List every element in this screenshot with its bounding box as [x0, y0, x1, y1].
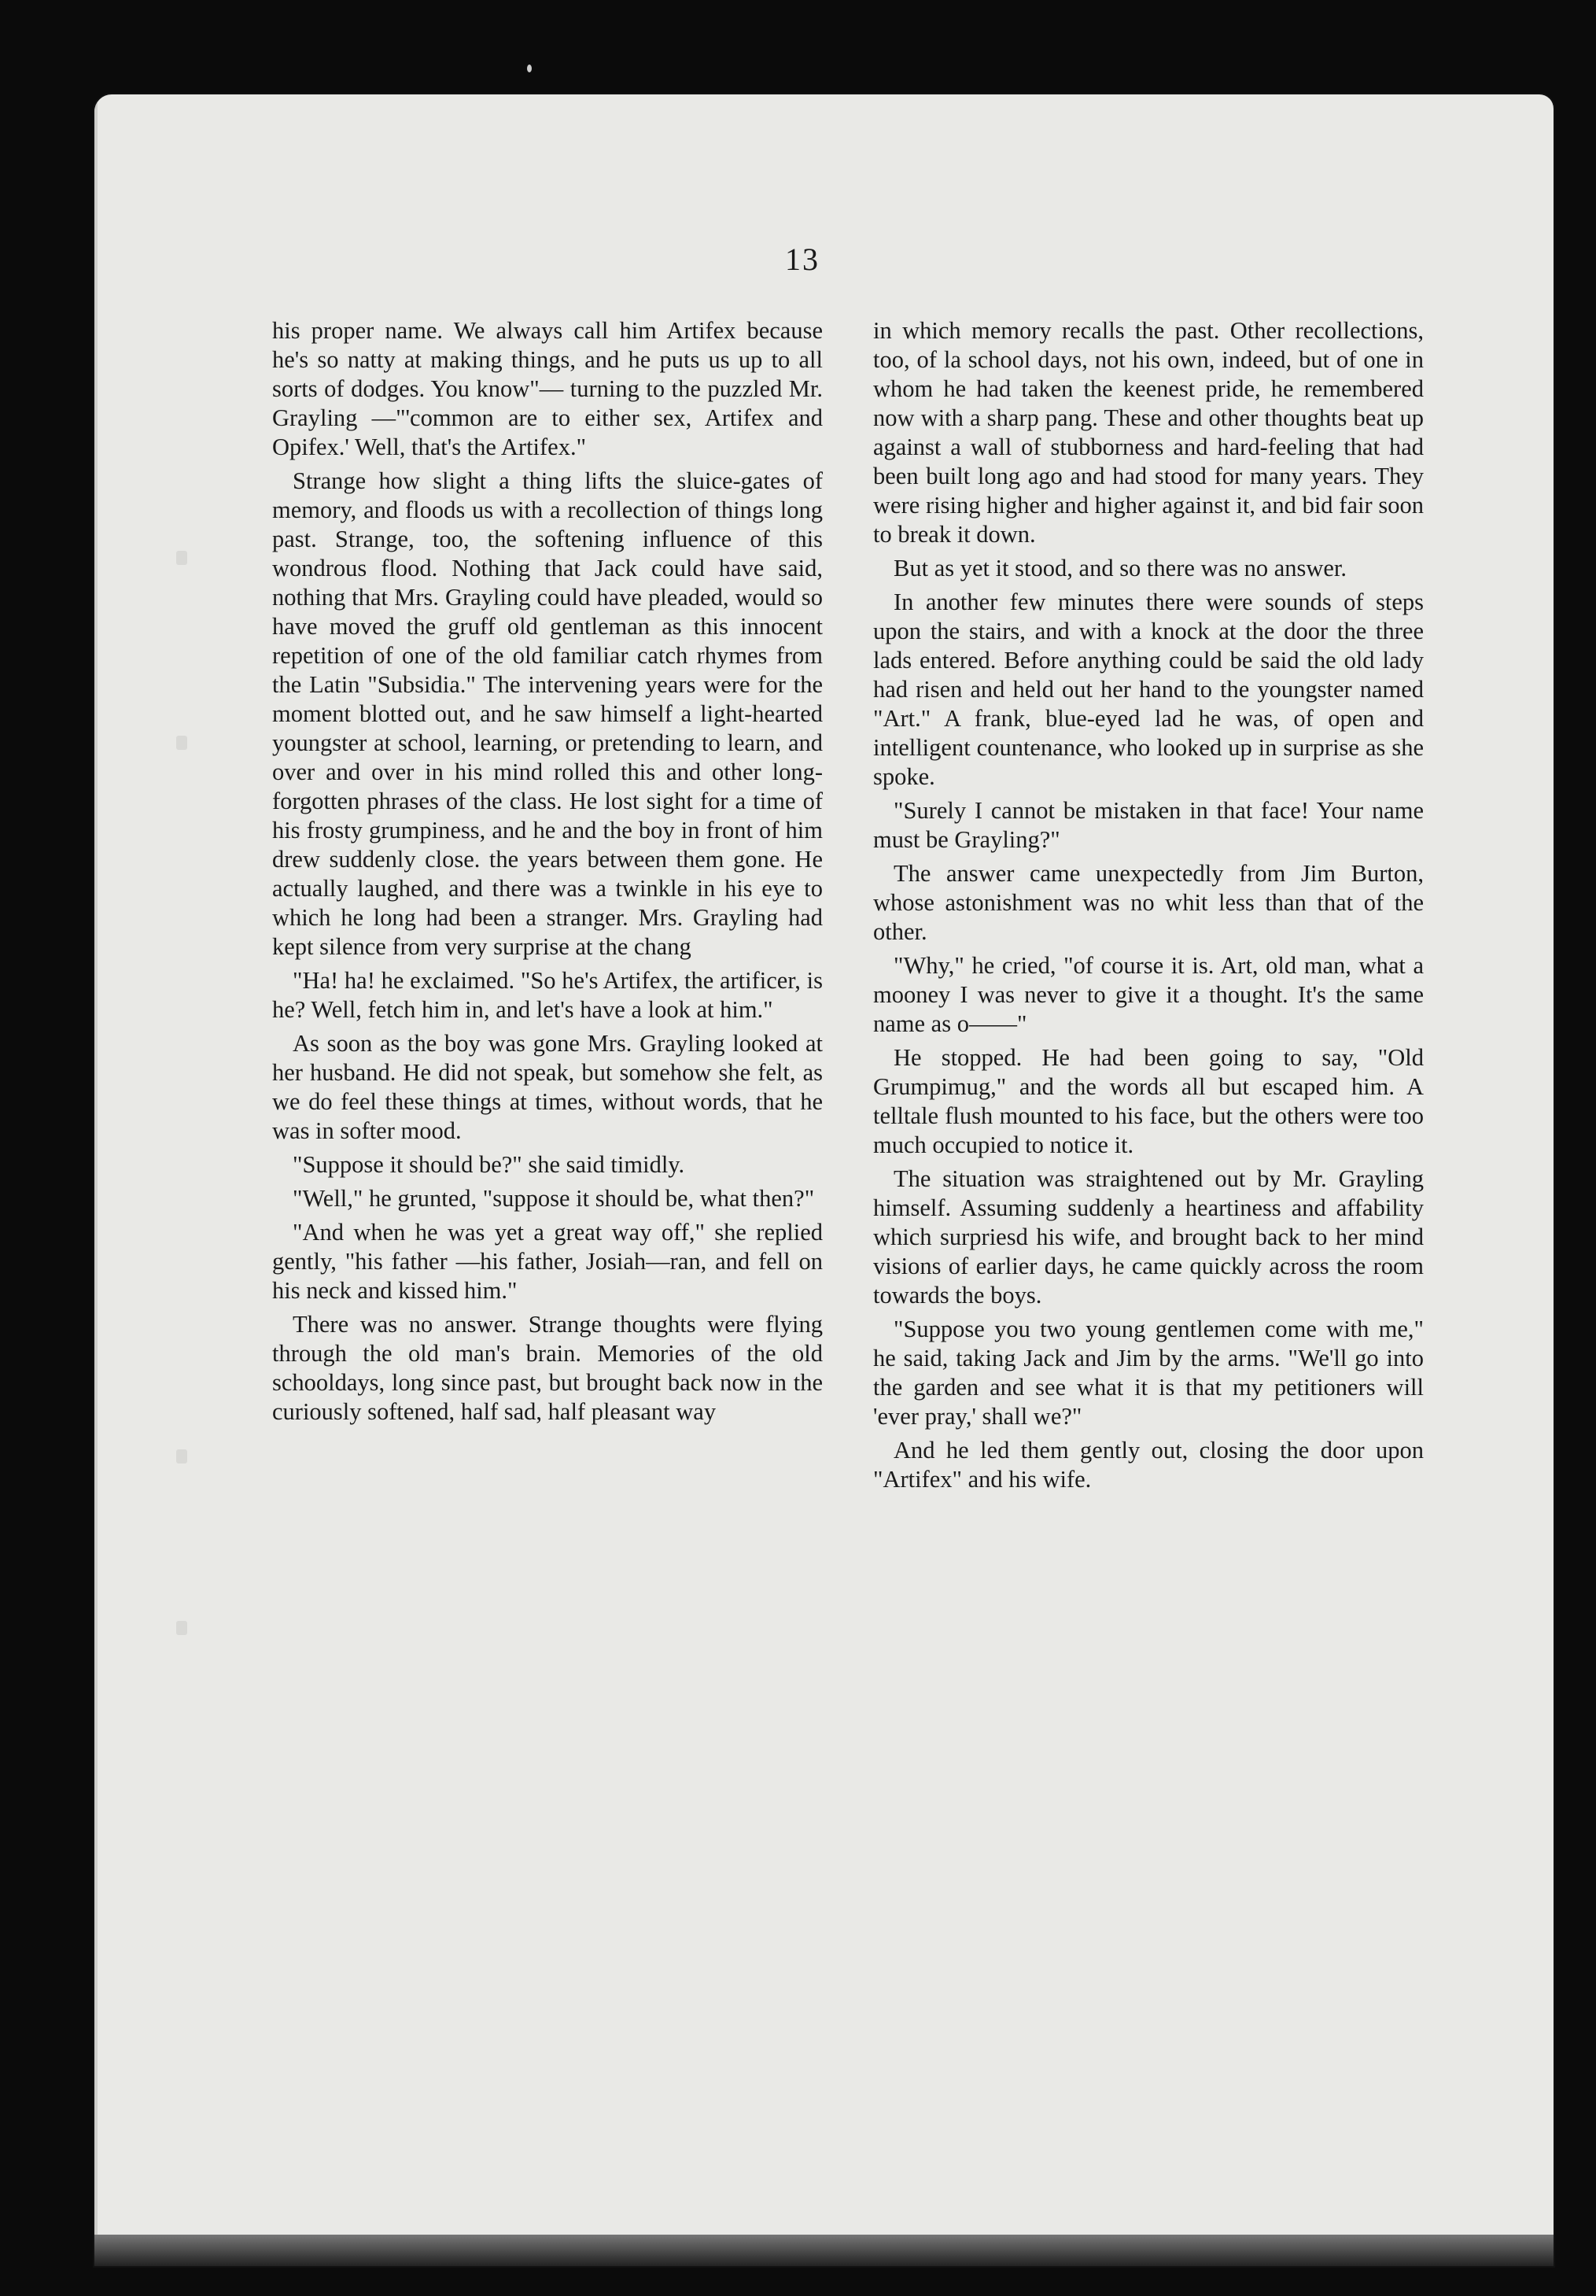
paragraph: "Well," he grunted, "suppose it should be, what then?" [293, 1185, 815, 1212]
paragraph: "Surely I cannot be mistaken in that face! Your name must be Grayling?" [873, 797, 1424, 853]
paragraph: He stopped. He had been going to say, "Old Grumpimug," and the words all but escaped him. A telltale flush mounted to his face, but the others were too much occupied to notice it. [873, 1044, 1424, 1158]
binding-mark [176, 1449, 187, 1464]
paragraph: "And when he was yet a great way off," she replied gently, "his father —his father, Josiah—ran, and fell on his neck and kissed him." [272, 1219, 823, 1304]
paragraph: "Why," he cried, "of course it is. Art, old man, what a mooney I was never to give it a thought. It's the same name as o——" [873, 952, 1424, 1037]
paragraph: "Ha! ha! he exclaimed. "So he's Artifex, the artificer, is he? Well, fetch him in, and let's have a look at him." [272, 967, 823, 1023]
binding-mark [176, 736, 187, 750]
paragraph: Strange how slight a thing lifts the sluice-gates of memory, and floods us with a recollection of things long past. Strange, too, the softening influence of this wondrous flood. Nothing that Jack could have said, nothing that Mrs. Grayling could have pleaded, would so have moved the gruff old gentleman as this innocent repetition of one of the old familiar catch rhymes from the Latin "Subsidia." The intervening years were for the moment blotted out, and he saw himself a light-hearted youngster at school, learning, or pretending to learn, and over and over in his mind rolled this and other long-forgotten phrases of the class. He lost sight for a time of his frosty grumpiness, and he and the boy in front of him drew suddenly close. the years between them gone. He actually laughed, and there was a twinkle in his eye to which he long had been a stranger. Mrs. Grayling had kept silence from very surprise at the chang [272, 467, 823, 960]
paragraph: his proper name. We always call him Artifex because he's so natty at making things, and he puts us up to all sorts of dodges. You know"— turning to the puzzled Mr. Grayling —"'common are to either sex, Artifex and Opifex.' Well, that's the Artifex." [272, 317, 823, 460]
paragraph: But as yet it stood, and so there was no answer. [894, 555, 1347, 581]
paragraph: "Suppose it should be?" she said timidly. [293, 1151, 685, 1178]
right-text-column [873, 316, 1424, 1499]
page-number: 13 [785, 242, 820, 277]
paragraph: The answer came unexpectedly from Jim Burton, whose astonishment was no whit less than that of the other. [873, 860, 1424, 945]
paragraph: There was no answer. Strange thoughts were flying through the old man's brain. Memories of the old schooldays, long since past, but brought back now in the curiously softened, half sad, half pleasant way [272, 1311, 823, 1425]
scan-speck [527, 65, 532, 72]
binding-mark [176, 551, 187, 565]
scan-bottom-edge [94, 2235, 1554, 2266]
paragraph: And he led them gently out, closing the door upon "Artifex" and his wife. [873, 1437, 1424, 1493]
binding-mark [176, 1621, 187, 1635]
document-page [94, 94, 1554, 2266]
paragraph: "Suppose you two young gentlemen come with me," he said, taking Jack and Jim by the arms. "We'll go into the garden and see what it is that my petitioners will 'ever pray,' shall we?" [873, 1316, 1424, 1430]
paragraph: As soon as the boy was gone Mrs. Grayling looked at her husband. He did not speak, but somehow she felt, as we do feel these things at times, without words, that he was in softer mood. [272, 1030, 823, 1144]
left-text-column [272, 316, 823, 1431]
paragraph: The situation was straightened out by Mr. Grayling himself. Assuming suddenly a heartiness and affability which surpriesd his wife, and brought back to her mind visions of earlier days, he came quickly across the room towards the boys. [873, 1165, 1424, 1309]
paragraph: In another few minutes there were sounds of steps upon the stairs, and with a knock at the door the three lads entered. Before anything could be said the old lady had risen and held out her hand to the youngster named "Art." A frank, blue-eyed lad he was, of open and intelligent countenance, who looked up in surprise as she spoke. [873, 589, 1424, 790]
paragraph: in which memory recalls the past. Other recollections, too, of la school days, not his own, indeed, but of one in whom he had taken the keenest pride, he remembered now with a sharp pang. These and other thoughts beat up against a wall of stubborness and hard-feeling that had been built long ago and had stood for many years. They were rising higher and higher against it, and bid fair soon to break it down. [873, 317, 1424, 548]
